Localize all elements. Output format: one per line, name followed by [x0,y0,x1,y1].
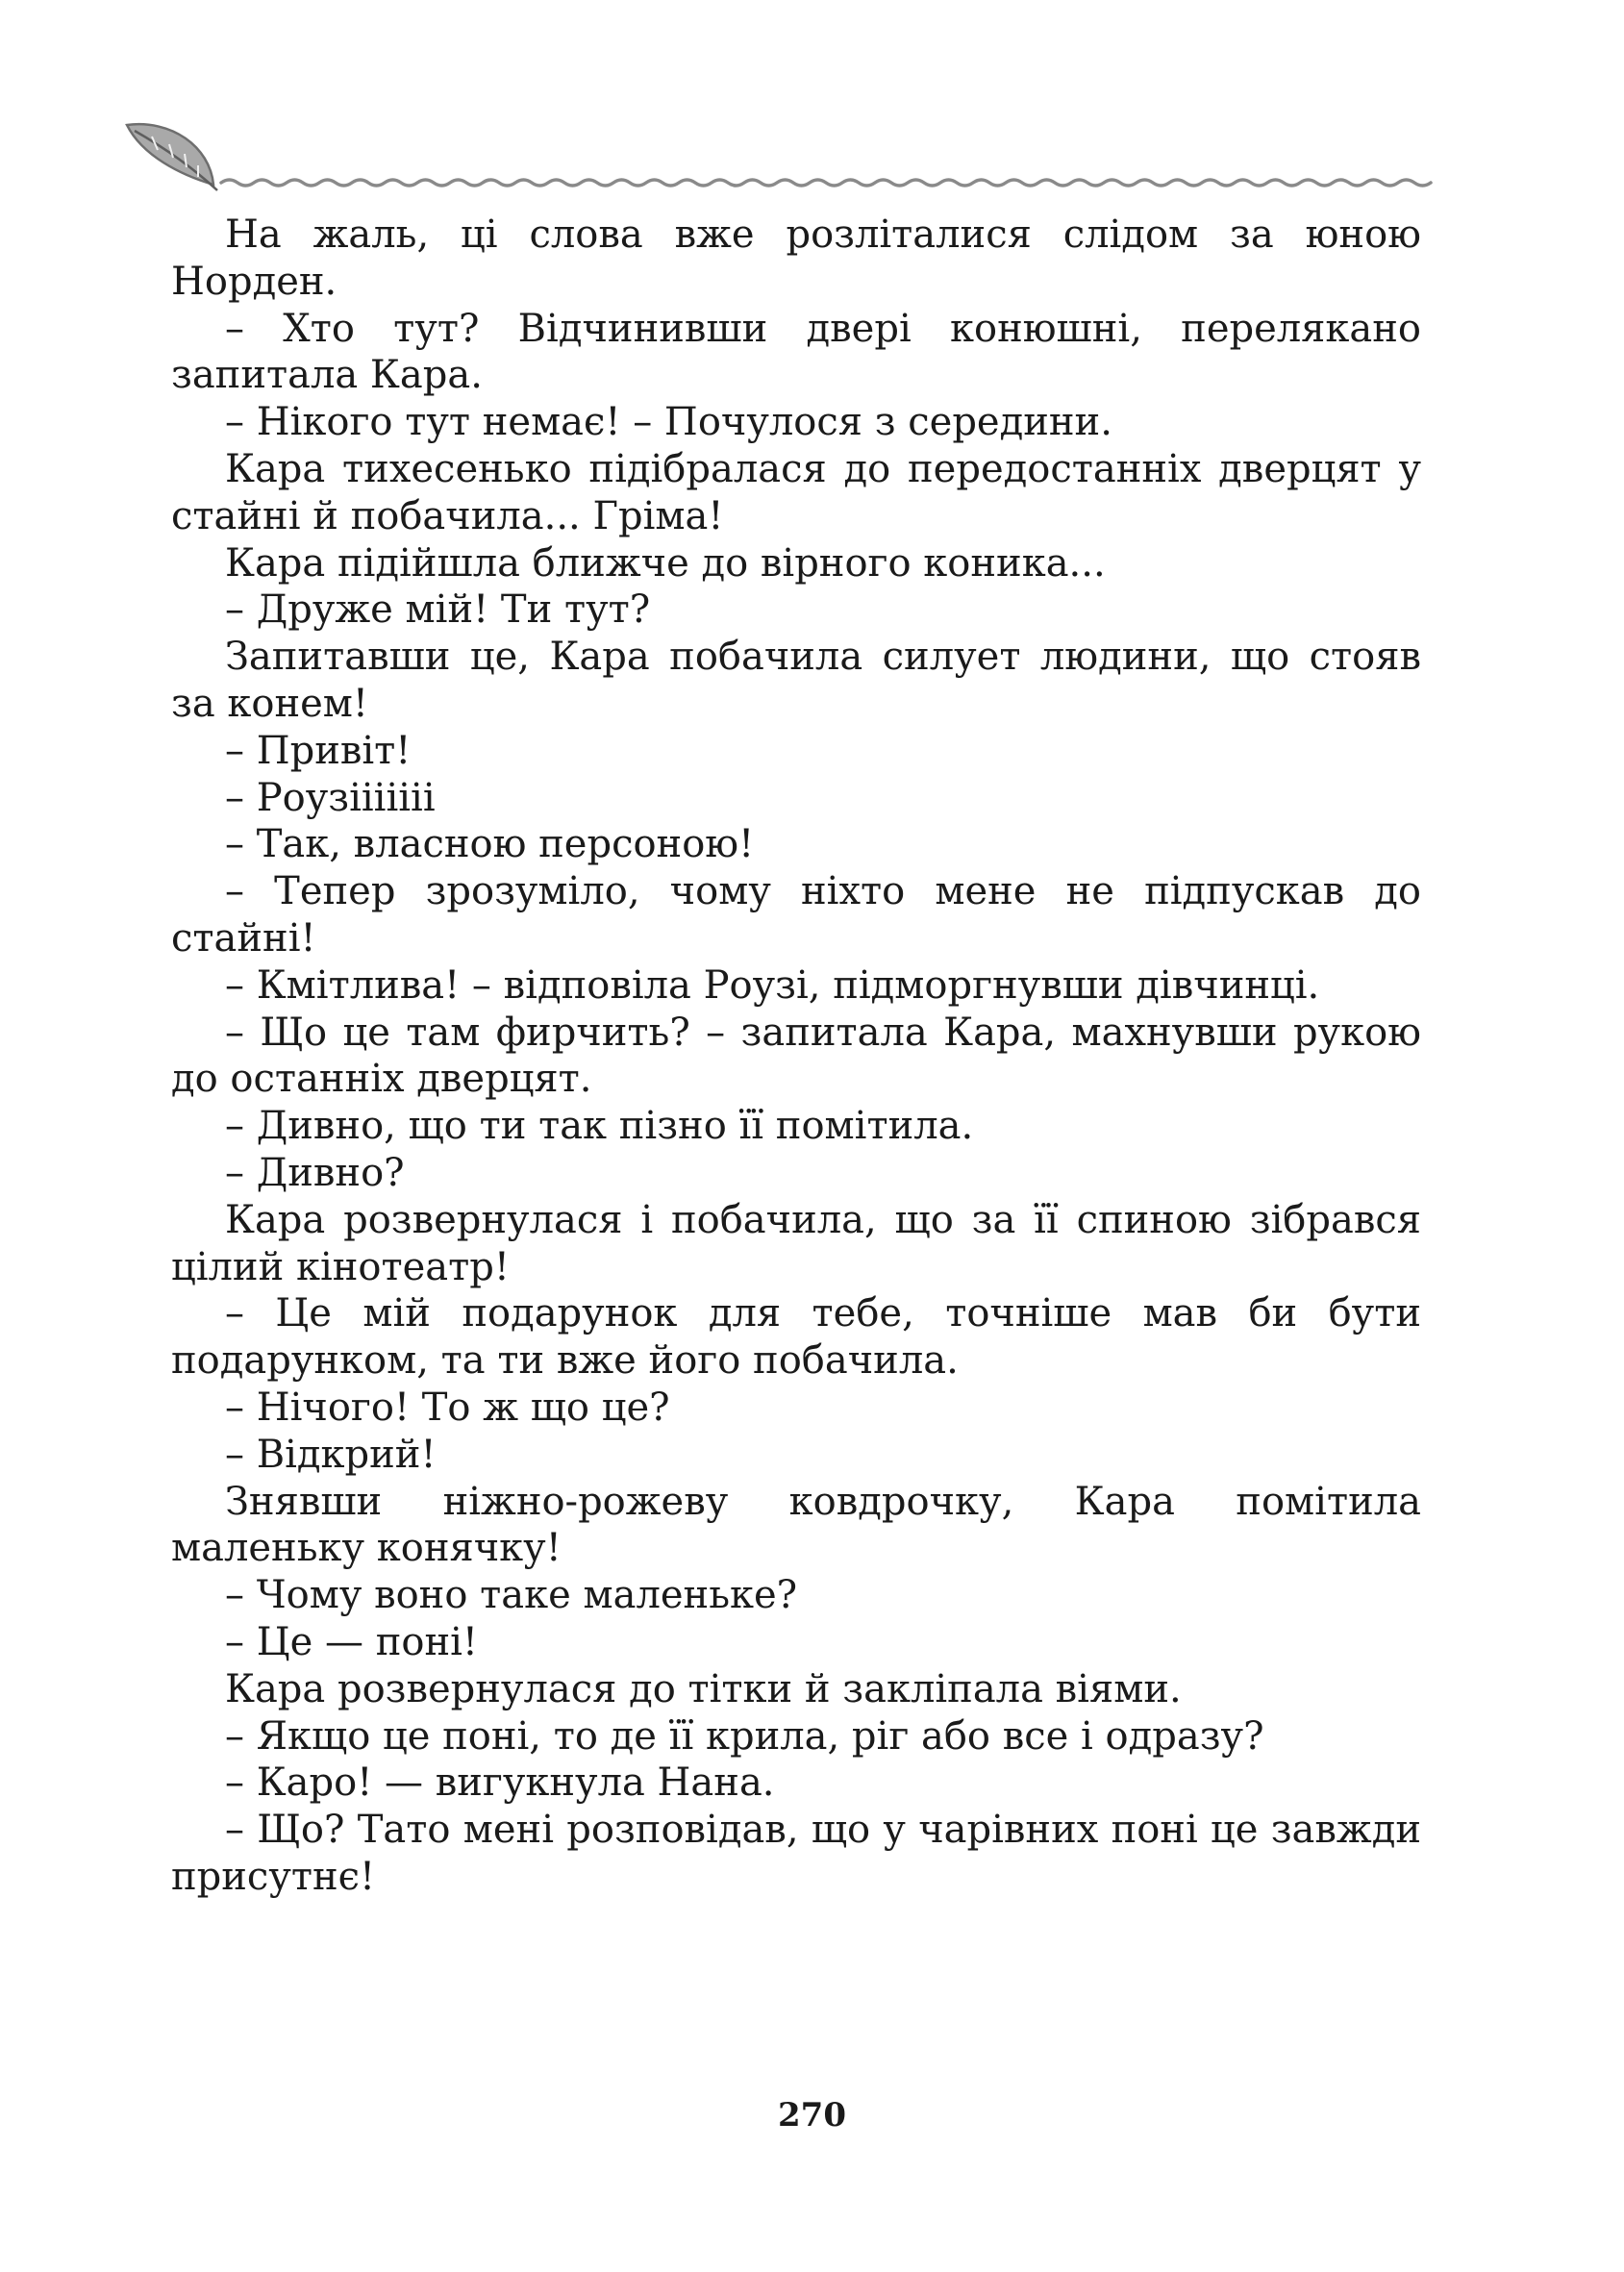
paragraph: – Чому воно таке маленьке? [225,1573,798,1618]
paragraph: – Роузііііііі [225,775,436,820]
paragraph: Знявши ніжно-рожеву ковдрочку, Кара помітила маленьку конячку! [171,1479,1421,1571]
paragraph: – Що? Тато мені розповідав, що у чарівних поні це завжди присутнє! [171,1808,1421,1899]
paragraph: – Кмітлива! – відповіла Роузі, підморгнувши дівчинці. [225,962,1320,1008]
paragraph: – Відкрий! [225,1432,437,1477]
paragraph: Кара розвернулася і побачила, що за її спиною зібрався цілий кінотеатр! [171,1197,1421,1289]
paragraph: – Нікого тут немає! – Почулося з середини. [225,400,1112,445]
paragraph: – Так, власною персоною! [225,822,755,867]
page-number: 270 [778,2096,846,2135]
paragraph: – Нічого! То ж що це? [225,1385,670,1430]
paragraph: Кара тихесенько підібралася до передостанніх дверцят у стайні й побачила... Гріма! [171,446,1421,538]
paragraph: – Каро! — вигукнула Нана. [225,1760,775,1806]
paragraph: – Це мій подарунок для тебе, точніше мав би бути подарунком, та ти вже його побачила. [171,1291,1421,1384]
paragraph: – Друже мій! Ти тут? [225,587,651,633]
header-ornament [113,108,1440,204]
paragraph: Кара розвернулася до тітки й закліпала віями. [225,1666,1182,1711]
paragraph: Кара підійшла ближче до вірного коника... [225,540,1106,586]
feather-icon [127,124,217,190]
paragraph: – Якщо це поні, то де її крила, ріг або все і одразу? [225,1713,1264,1759]
paragraph: Запитавши це, Кара побачила силует людини, що стояв за конем! [171,635,1421,726]
paragraph: На жаль, ці слова вже розліталися слідом за юною Норден. [171,212,1421,304]
wavy-divider [221,180,1431,186]
paragraph: – Тепер зрозуміло, чому ніхто мене не підпускав до стайні! [171,869,1421,961]
body-text [171,212,1421,1901]
paragraph: – Дивно, що ти так пізно її помітила. [225,1104,974,1149]
paragraph: – Це — поні! [225,1619,478,1664]
paragraph: – Привіт! [225,728,412,773]
paragraph: – Що це там фирчить? – запитала Кара, махнувши рукою до останніх дверцят. [171,1010,1421,1102]
paragraph: – Хто тут? Відчинивши двері конюшні, перелякано запитала Кара. [171,306,1421,398]
paragraph: – Дивно? [225,1150,405,1195]
